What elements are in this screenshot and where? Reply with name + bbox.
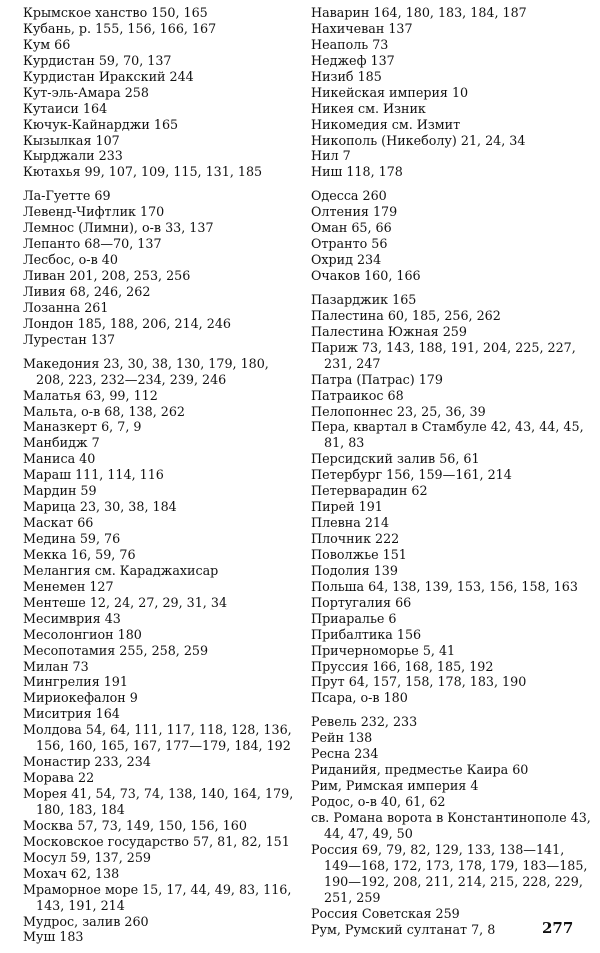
index-entry: Ливан 201, 208, 253, 256: [23, 268, 191, 283]
index-entry: Маскат 66: [23, 515, 94, 531]
index-group: [311, 5, 591, 180]
index-entry: Пруссия 166, 168, 185, 192: [311, 658, 494, 674]
index-entry: Палестина 60, 185, 256, 262: [311, 307, 501, 323]
index-entry: Пирей 191: [311, 499, 383, 515]
index-entry: Морея 41, 54, 73, 74, 138, 140, 164, 179, 180, 183, 184: [23, 786, 294, 817]
index-entry: Палестина Южная 259: [311, 323, 467, 339]
index-column-left: [23, 5, 295, 953]
index-entry: Крымское ханство 150, 165: [23, 5, 208, 20]
index-entry: Петербург 156, 159—161, 214: [311, 467, 512, 483]
index-entry: Ресна 234: [311, 746, 379, 762]
index-entry: Манбидж 7: [23, 435, 100, 451]
index-entry: Прут 64, 157, 158, 178, 183, 190: [311, 674, 527, 690]
index-entry: Лондон 185, 188, 206, 214, 246: [23, 315, 231, 331]
page-number: 277: [542, 919, 574, 937]
index-entry: Пера, квартал в Стамбуле 42, 43, 44, 45, 81, 83: [311, 419, 584, 451]
index-entry: Менемен 127: [23, 578, 114, 594]
index-group: [311, 292, 591, 706]
index-entry: Милан 73: [23, 658, 89, 674]
index-entry: Македония 23, 30, 38, 130, 179, 180, 208, 223, 232—234, 239, 246: [23, 355, 269, 387]
index-entry: св. Романа ворота в Константинополе 43, 44, 47, 49, 50: [311, 809, 591, 841]
index-group: [23, 356, 295, 946]
index-entry: Португалия 66: [311, 594, 412, 610]
index-entry: Кум 66: [23, 36, 71, 52]
index-entry: Кубань, р. 155, 156, 166, 167: [23, 20, 217, 36]
index-entry: Маниса 40: [23, 451, 96, 467]
index-entry: Москва 57, 73, 149, 150, 156, 160: [23, 817, 247, 833]
index-entry: Ла-Гуетте 69: [23, 188, 111, 204]
index-entry: Морава 22: [23, 770, 95, 786]
index-entry: Мохач 62, 138: [23, 865, 120, 881]
index-entry: Пазарджик 165: [311, 291, 417, 307]
index-entry: Лесбос, о-в 40: [23, 252, 118, 268]
index-entry: Родос, о-в 40, 61, 62: [311, 794, 446, 809]
index-entry: Лемнос (Лимни), о-в 33, 137: [23, 220, 214, 236]
index-entry: Мингрелия 191: [23, 674, 128, 690]
index-entry: Рум, Румский султанат 7, 8: [311, 921, 496, 937]
index-entry: Пелопоннес 23, 25, 36, 39: [311, 403, 486, 419]
index-entry: Олтения 179: [311, 204, 398, 220]
index-entry: Поволжье 151: [311, 546, 407, 562]
index-group: [311, 714, 591, 937]
index-entry: Париж 73, 143, 188, 191, 204, 225, 227, 231, 247: [311, 339, 576, 371]
index-entry: Плочник 222: [311, 531, 400, 546]
index-entry: Молдова 54, 64, 111, 117, 118, 128, 136, 156, 160, 165, 167, 177—179, 184, 192: [23, 722, 292, 754]
index-entry: Причерноморье 5, 41: [311, 642, 456, 658]
index-entry: Малатья 63, 99, 112: [23, 387, 158, 403]
index-entry: Россия Советская 259: [311, 905, 460, 921]
index-entry: Ниш 118, 178: [311, 164, 403, 180]
index-entry: Курдистан 59, 70, 137: [23, 52, 172, 68]
index-entry: Мекка 16, 59, 76: [23, 546, 136, 562]
index-entry: Петерварадин 62: [311, 483, 428, 499]
index-entry: Мраморное море 15, 17, 44, 49, 83, 116, 143, 191, 214: [23, 881, 292, 913]
index-entry: Плевна 214: [311, 515, 390, 531]
index-entry: Муш 183: [23, 929, 84, 945]
index-entry: Рейн 138: [311, 730, 373, 746]
index-entry: Патра (Патрас) 179: [311, 371, 443, 387]
index-entry: Мелангия см. Караджахисар: [23, 562, 219, 578]
index-entry: Кызылкая 107: [23, 132, 120, 148]
index-entry: Лозанна 261: [23, 299, 109, 315]
index-column-right: [311, 5, 591, 945]
index-entry: Мальта, о-в 68, 138, 262: [23, 403, 185, 419]
index-entry: Мириокефалон 9: [23, 690, 138, 706]
index-entry: Месимврия 43: [23, 610, 121, 626]
index-entry: Оман 65, 66: [311, 220, 392, 236]
index-entry: Московское государство 57, 81, 82, 151: [23, 833, 290, 849]
index-entry: Мараш 111, 114, 116: [23, 467, 164, 483]
index-entry: Неаполь 73: [311, 36, 389, 52]
index-entry: Очаков 160, 166: [311, 268, 421, 283]
index-group: [23, 188, 295, 347]
index-entry: Никея см. Изник: [311, 100, 426, 116]
index-entry: Лурестан 137: [23, 331, 116, 347]
index-entry: Подолия 139: [311, 562, 398, 578]
index-entry: Патраикос 68: [311, 387, 404, 403]
index-entry: Рим, Римская империя 4: [311, 778, 479, 794]
index-group: [311, 188, 591, 284]
index-entry: Россия 69, 79, 82, 129, 133, 138—141, 149—168, 172, 173, 178, 179, 183—185, 190—192, 208, 211, 214, 215, 228, 229, 251, 259: [311, 841, 588, 905]
index-entry: Персидский залив 56, 61: [311, 451, 480, 467]
index-entry: Нил 7: [311, 148, 351, 164]
index-entry: Курдистан Иракский 244: [23, 68, 194, 84]
index-entry: Мардин 59: [23, 483, 97, 499]
index-entry: Низиб 185: [311, 68, 382, 84]
index-entry: Мудрос, залив 260: [23, 913, 149, 929]
index-entry: Медина 59, 76: [23, 531, 121, 546]
index-entry: Нахичеван 137: [311, 20, 413, 36]
index-entry: Левенд-Чифтлик 170: [23, 204, 165, 220]
index-entry: Неджеф 137: [311, 52, 395, 68]
index-entry: Ревель 232, 233: [311, 714, 418, 730]
index-entry: Наварин 164, 180, 183, 184, 187: [311, 5, 527, 20]
index-entry: Никомедия см. Измит: [311, 116, 461, 132]
index-entry: Миситрия 164: [23, 706, 120, 722]
index-entry: Польша 64, 138, 139, 153, 156, 158, 163: [311, 578, 578, 594]
index-entry: Кырджали 233: [23, 148, 123, 164]
index-entry: Месопотамия 255, 258, 259: [23, 642, 209, 658]
index-entry: Никейская империя 10: [311, 84, 469, 100]
index-entry: Охрид 234: [311, 252, 382, 268]
index-entry: Месолонгион 180: [23, 626, 142, 642]
index-entry: Кут-эль-Амара 258: [23, 84, 149, 100]
index-entry: Риданийя, предместье Каира 60: [311, 762, 529, 778]
index-entry: Никополь (Никеболу) 21, 24, 34: [311, 132, 526, 148]
index-entry: Кючук-Кайнарджи 165: [23, 116, 179, 132]
index-entry: Приаралье 6: [311, 610, 397, 626]
index-entry: Прибалтика 156: [311, 626, 422, 642]
index-entry: Кютахья 99, 107, 109, 115, 131, 185: [23, 164, 263, 180]
index-entry: Кутаиси 164: [23, 100, 108, 116]
index-entry: Ментеше 12, 24, 27, 29, 31, 34: [23, 594, 228, 610]
index-entry: Марица 23, 30, 38, 184: [23, 499, 177, 515]
index-entry: Псара, о-в 180: [311, 690, 408, 706]
index-group: [23, 5, 295, 180]
index-entry: Маназкерт 6, 7, 9: [23, 419, 142, 435]
index-entry: Мосул 59, 137, 259: [23, 849, 152, 865]
index-entry: Одесса 260: [311, 188, 387, 204]
index-entry: Ливия 68, 246, 262: [23, 283, 151, 299]
index-entry: Монастир 233, 234: [23, 754, 151, 770]
index-entry: Лепанто 68—70, 137: [23, 236, 162, 252]
index-entry: Отранто 56: [311, 236, 388, 252]
